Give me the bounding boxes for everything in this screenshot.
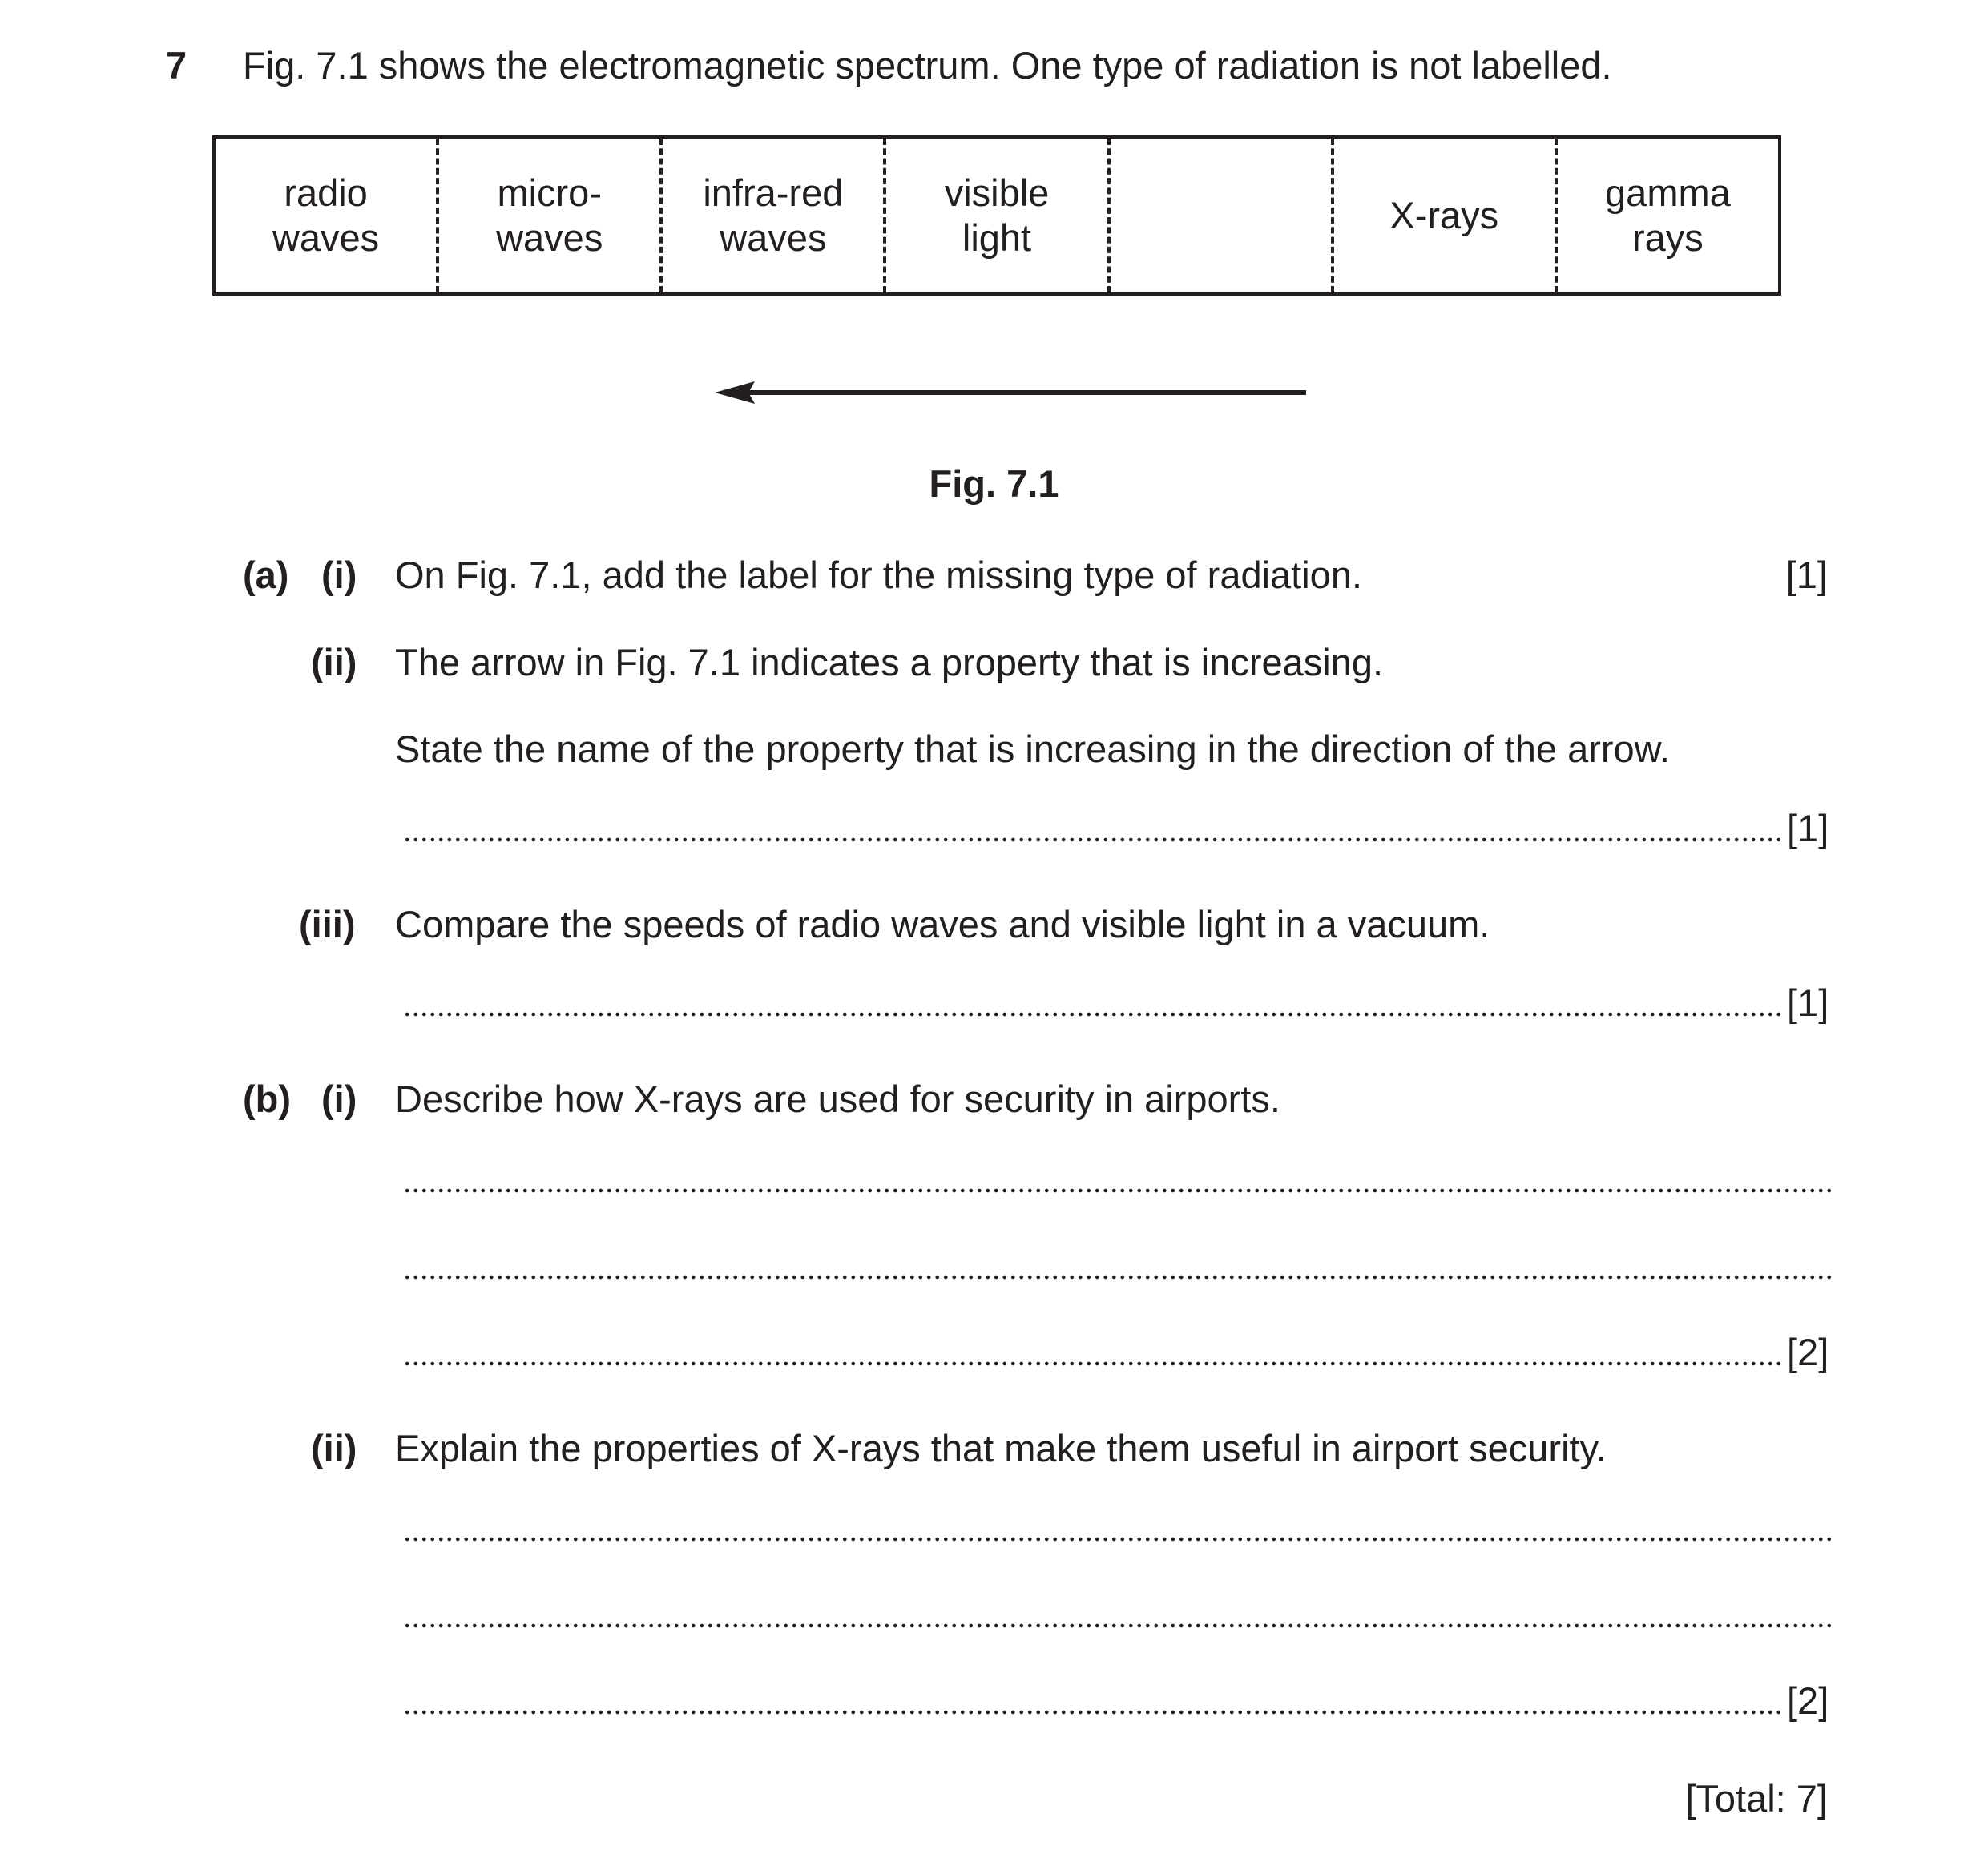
em-spectrum-table xyxy=(212,135,1781,296)
question-b-ii-text: Explain the properties of X-rays that make them useful in airport security. xyxy=(395,1427,1607,1469)
answer-line-b-ii-3[interactable] xyxy=(403,1679,1829,1722)
marks-a-ii: [1] xyxy=(1787,807,1829,849)
spectrum-cell-radio-waves: radio waves xyxy=(272,171,380,259)
question-b-i-text: Describe how X-rays are used for security in airports. xyxy=(395,1078,1280,1120)
part-b-label: (b) xyxy=(243,1078,292,1120)
left-arrow-icon xyxy=(713,377,1314,409)
answer-line-b-i-3[interactable] xyxy=(403,1331,1829,1373)
question-a-ii-text: The arrow in Fig. 7.1 indicates a property that is increasing. xyxy=(395,641,1384,683)
answer-line-b-i-2[interactable] xyxy=(403,1252,1831,1284)
figure-caption: Fig. 7.1 xyxy=(929,462,1059,505)
part-a-label: (a) xyxy=(243,554,289,596)
answer-line-b-i-1[interactable] xyxy=(403,1166,1831,1198)
spectrum-cell-microwaves: micro- waves xyxy=(436,139,659,292)
answer-line-a-iii[interactable] xyxy=(403,981,1829,1024)
question-a-ii-instruction: State the name of the property that is increasing in the direction of the arrow. xyxy=(395,727,1671,770)
question-intro: Fig. 7.1 shows the electromagnetic spectrum. One type of radiation is not labelled. xyxy=(243,44,1612,87)
spectrum-cell-missing-label[interactable] xyxy=(1107,139,1331,292)
answer-line-b-ii-1[interactable] xyxy=(403,1514,1831,1546)
marks-a-i: [1] xyxy=(1785,554,1828,596)
spectrum-cell-visible-light: visible light xyxy=(883,139,1107,292)
question-a-i-text: On Fig. 7.1, add the label for the missing type of radiation. xyxy=(395,554,1363,596)
sub-ii-label-b: (ii) xyxy=(311,1427,357,1469)
marks-b-i: [2] xyxy=(1787,1331,1829,1373)
spectrum-cell-infra-red: infra-red waves xyxy=(659,139,883,292)
sub-ii-label: (ii) xyxy=(311,641,357,683)
question-a-iii-text: Compare the speeds of radio waves and visible light in a vacuum. xyxy=(395,903,1490,945)
sub-iii-label: (iii) xyxy=(299,903,356,945)
sub-i-label-b: (i) xyxy=(321,1078,357,1120)
question-number: 7 xyxy=(166,44,188,87)
spectrum-cell-x-rays: X-rays xyxy=(1331,139,1555,292)
answer-line-a-ii[interactable] xyxy=(403,807,1829,849)
marks-b-ii: [2] xyxy=(1787,1679,1829,1722)
answer-line-b-ii-2[interactable] xyxy=(403,1601,1831,1633)
spectrum-cell-gamma-rays: gamma rays xyxy=(1555,139,1778,292)
total-marks: [Total: 7] xyxy=(1685,1777,1828,1820)
sub-i-label: (i) xyxy=(321,554,357,596)
marks-a-iii: [1] xyxy=(1787,981,1829,1024)
